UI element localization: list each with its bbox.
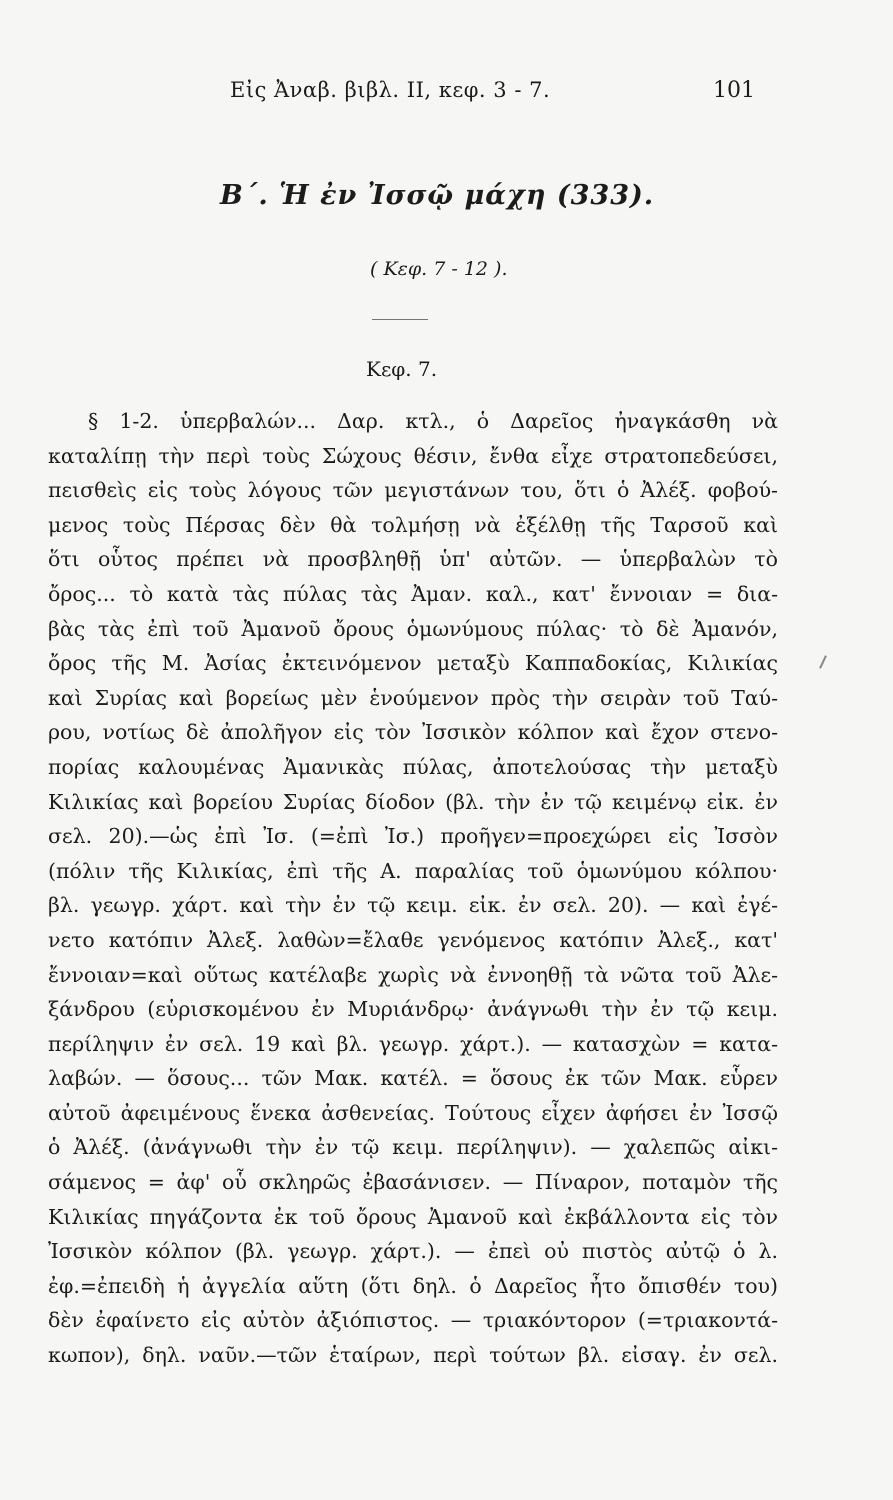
divider-rule: [372, 319, 428, 320]
commentary-line: βλ. γεωγρ. χάρτ. καὶ τὴν ἐν τῷ κειμ. εἰκ. ἐν σελ. 20). — καὶ ἐγέ-: [48, 893, 778, 918]
commentary-line: Κιλικίας καὶ βορείου Συρίας δίοδον (βλ. τὴν ἐν τῷ κειμένῳ εἰκ. ἐν: [48, 789, 778, 814]
commentary-body: [48, 404, 778, 1373]
commentary-line: σελ. 20).—ὡς ἐπὶ Ἰσ. (=ἐπὶ Ἰσ.) προῆγεν=προεχώρει εἰς Ἰσσὸν: [48, 824, 778, 849]
section-title: Β΄. Ἡ ἐν Ἰσσῷ μάχη (333).: [220, 180, 655, 211]
commentary-line: πορίας καλουμένας Ἀμανικὰς πύλας, ἀποτελούσας τὴν μεταξὺ: [48, 754, 778, 779]
commentary-line: περίληψιν ἐν σελ. 19 καὶ βλ. γεωγρ. χάρτ.). — κατασχὼν = κατα-: [48, 1031, 778, 1056]
section-chapter-range: ( Κεφ. 7 - 12 ).: [370, 258, 508, 280]
page-number: 101: [713, 78, 755, 103]
commentary-line: νετο κατόπιν Ἀλεξ. λαθὼν=ἔλαθε γενόμενος κατόπιν Ἀλεξ., κατ': [48, 927, 778, 952]
chapter-heading: Κεφ. 7.: [366, 357, 438, 381]
commentary-line: σάμενος = ἀφ' οὗ σκληρῶς ἐβασάνισεν. — Πίναρον, ποταμὸν τῆς: [48, 1170, 778, 1195]
commentary-line: καταλίπῃ τὴν περὶ τοὺς Σώχους θέσιν, ἔνθα εἶχε στρατοπεδεύσει,: [48, 443, 778, 468]
commentary-line: Κιλικίας πηγάζοντα ἐκ τοῦ ὄρους Ἀμανοῦ καὶ ἐκβάλλοντα εἰς τὸν: [48, 1204, 778, 1229]
commentary-line: ἔννοιαν=καὶ οὕτως κατέλαβε χωρὶς νὰ ἐννοηθῇ τὰ νῶτα τοῦ Ἀλε-: [48, 962, 778, 987]
commentary-line: Ἰσσικὸν κόλπον (βλ. γεωγρ. χάρτ.). — ἐπεὶ οὐ πιστὸς αὐτῷ ὁ λ.: [48, 1239, 778, 1264]
commentary-line: ὁ Ἀλέξ. (ἀνάγνωθι τὴν ἐν τῷ κειμ. περίληψιν). — χαλεπῶς αἰκι-: [48, 1135, 778, 1160]
commentary-line: ὄρος τῆς Μ. Ἀσίας ἐκτεινόμενον μεταξὺ Καππαδοκίας, Κιλικίας: [48, 651, 778, 676]
commentary-line: ρου, νοτίως δὲ ἀπολῆγον εἰς τὸν Ἰσσικὸν κόλπον καὶ ἔχον στενο-: [48, 720, 778, 745]
commentary-line: καὶ Συρίας καὶ βορείως μὲν ἑνούμενον πρὸς τὴν σειρὰν τοῦ Ταύ-: [48, 685, 778, 710]
commentary-line: ἐφ.=ἐπειδὴ ἡ ἀγγελία αὕτη (ὅτι δηλ. ὁ Δαρεῖος ἦτο ὄπισθέν του): [48, 1273, 778, 1298]
margin-pencil-mark: [819, 655, 827, 669]
commentary-line: βὰς τὰς ἐπὶ τοῦ Ἀμανοῦ ὄρους ὁμωνύμους πύλας· τὸ δὲ Ἀμανόν,: [48, 616, 778, 641]
commentary-line: ὅτι οὗτος πρέπει νὰ προσβληθῇ ὑπ' αὐτῶν. — ὑπερβαλὼν τὸ: [48, 547, 778, 572]
running-head: Εἰς Ἀναβ. βιβλ. ΙΙ, κεφ. 3 - 7.: [230, 78, 551, 102]
commentary-line: § 1-2. ὑπερβαλών... Δαρ. κτλ., ὁ Δαρεῖος ἠναγκάσθη νὰ: [88, 409, 778, 433]
commentary-line: δὲν ἐφαίνετο εἰς αὐτὸν ἀξιόπιστος. — τριακόντορον (=τριακοντά-: [48, 1308, 778, 1333]
commentary-line: πεισθεὶς εἰς τοὺς λόγους τῶν μεγιστάνων του, ὅτι ὁ Ἀλέξ. φοβού-: [48, 478, 778, 503]
commentary-line: ξάνδρου (εὑρισκομένου ἐν Μυριάνδρῳ· ἀνάγνωθι τὴν ἐν τῷ κειμ.: [48, 997, 778, 1022]
commentary-line: κωπον), δηλ. ναῦν.—τῶν ἑταίρων, περὶ τούτων βλ. εἰσαγ. ἐν σελ.: [48, 1343, 778, 1368]
commentary-line: αὐτοῦ ἀφειμένους ἕνεκα ἀσθενείας. Τούτους εἶχεν ἀφήσει ἐν Ἰσσῷ: [48, 1100, 778, 1125]
commentary-line: ὄρος... τὸ κατὰ τὰς πύλας τὰς Ἀμαν. καλ., κατ' ἔννοιαν = δια-: [48, 581, 778, 606]
commentary-line: μενος τοὺς Πέρσας δὲν θὰ τολμήσῃ νὰ ἐξέλθῃ τῆς Ταρσοῦ καὶ: [48, 512, 778, 537]
commentary-line: (πόλιν τῆς Κιλικίας, ἐπὶ τῆς Α. παραλίας τοῦ ὁμωνύμου κόλπου·: [48, 858, 778, 883]
commentary-line: λαβών. — ὅσους... τῶν Μακ. κατέλ. = ὅσους ἐκ τῶν Μακ. εὗρεν: [48, 1066, 778, 1091]
